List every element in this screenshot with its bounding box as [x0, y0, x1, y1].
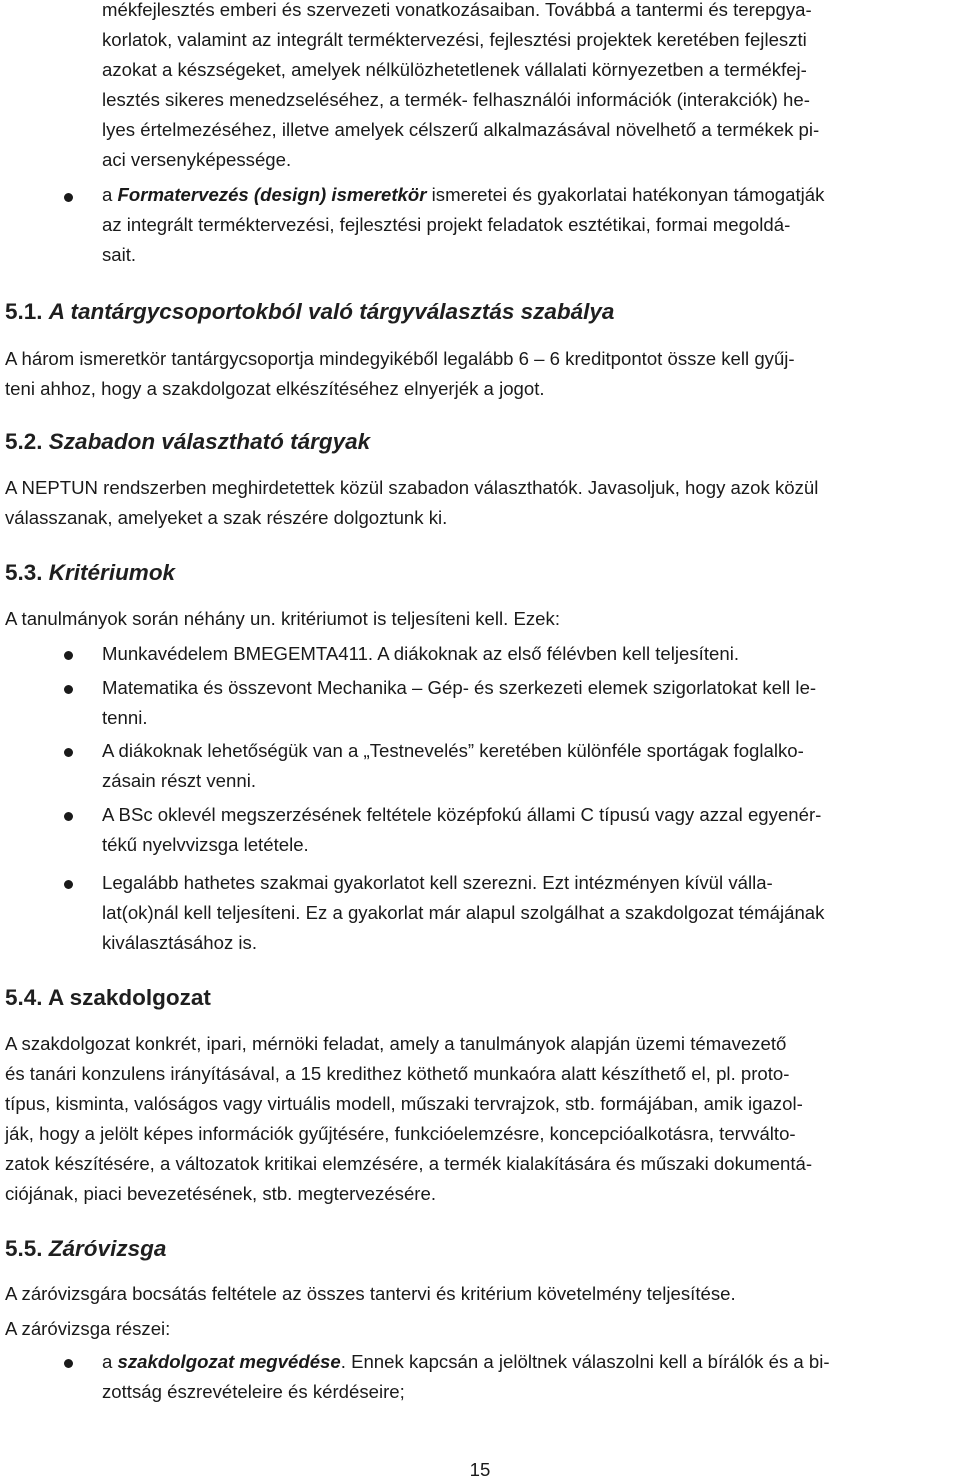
text-line: korlatok, valamint az integrált terméktervezési, fejlesztési projektek keretében fejleszti: [102, 29, 807, 50]
heading-title: Záróvizsga: [48, 1236, 167, 1261]
heading-title: A szakdolgozat: [47, 985, 211, 1010]
heading-title: Kritériumok: [48, 560, 176, 585]
bullet-icon: [64, 748, 73, 757]
text-line: A szakdolgozat konkrét, ipari, mérnöki feladat, amely a tanulmányok alapján üzemi témavezető: [5, 1033, 787, 1054]
bullet-icon: [64, 193, 73, 202]
heading-title: Szabadon választható tárgyak: [48, 429, 371, 454]
list-item-cont: lat(ok)nál kell teljesíteni. Ez a gyakorlat már alapul szolgálhat a szakdolgozat témájának: [102, 902, 825, 923]
text-line: és tanári konzulens irányításával, a 15 kredithez köthető munkaóra alatt készíthető el, pl. proto-: [5, 1063, 790, 1084]
text-line: A záróvizsga részei:: [5, 1318, 171, 1339]
list-item: A diákoknak lehetőségük van a „Testnevelés” keretében különféle sportágak foglalko-: [102, 740, 804, 761]
text-line: A három ismeretkör tantárgycsoportja mindegyikéből legalább 6 – 6 kreditpontot össze kell gyűj-: [5, 348, 795, 369]
bullet-prefix: a: [102, 184, 118, 205]
heading-title: A tantárgycsoportokból való tárgyválasztás szabálya: [48, 299, 615, 324]
text-line: A NEPTUN rendszerben meghirdetettek közül szabadon választhatók. Javasoljuk, hogy azok közül: [5, 477, 819, 498]
list-item-cont: zottság észrevételeire és kérdéseire;: [102, 1381, 405, 1402]
heading-5-4: [5, 983, 211, 1013]
list-item: [102, 1347, 958, 1377]
bullet-icon: [64, 880, 73, 889]
heading-number: 5.5.: [5, 1236, 43, 1261]
list-item-cont: tékű nyelvvizsga letétele.: [102, 834, 309, 855]
bullet-emphasis: szakdolgozat megvédése: [117, 1351, 341, 1372]
text-line: aci versenyképessége.: [102, 149, 292, 170]
text-line: mékfejlesztés emberi és szervezeti vonatkozásaiban. Továbbá a tantermi és terepgya-: [102, 0, 812, 20]
bullet-prefix: a: [102, 1351, 118, 1372]
heading-number: 5.3.: [5, 560, 43, 585]
text-line: zatok készítésére, a változatok kritikai elemzésére, a termék kialakítására és műszaki dokumentá-: [5, 1153, 813, 1174]
list-item-cont: tenni.: [102, 707, 148, 728]
heading-5-2: [5, 427, 370, 457]
text-line: lyes értelmezéséhez, illetve amelyek célszerű alkalmazásával növelhető a termékek pi-: [102, 119, 820, 140]
bullet-emphasis: Formatervezés (design) ismeretkör: [117, 184, 427, 205]
text-line: ciójának, piaci bevezetésének, stb. megtervezésére.: [5, 1183, 436, 1204]
heading-number: 5.4.: [5, 985, 43, 1010]
list-item: Matematika és összevont Mechanika – Gép- és szerkezeti elemek szigorlatokat kell le-: [102, 677, 817, 698]
heading-number: 5.1.: [5, 299, 43, 324]
bullet-rest: . Ennek kapcsán a jelöltnek válaszolni kell a bírálók és a bi-: [340, 1351, 830, 1372]
bullet-icon: [64, 812, 73, 821]
text-line: válasszanak, amelyeket a szak részére dolgoztunk ki.: [5, 507, 448, 528]
text-line: A tanulmányok során néhány un. kritériumot is teljesíteni kell. Ezek:: [5, 608, 560, 629]
bullet-icon: [64, 651, 73, 660]
text-line: sait.: [102, 244, 137, 265]
text-line: ják, hogy a jelölt képes információk gyűjtésére, funkcióelemzésre, koncepcióalkotásra, tervválto-: [5, 1123, 796, 1144]
text-line: teni ahhoz, hogy a szakdolgozat elkészítéséhez elnyerjék a jogot.: [5, 378, 545, 399]
list-item-cont: kiválasztásához is.: [102, 932, 258, 953]
bullet-icon: [64, 685, 73, 694]
text-line: A záróvizsgára bocsátás feltétele az összes tantervi és kritérium követelmény teljesítése.: [5, 1283, 736, 1304]
list-item: Legalább hathetes szakmai gyakorlatot kell szerezni. Ezt intézményen kívül válla-: [102, 872, 773, 893]
page-number: 15: [469, 1459, 491, 1480]
text-line: az integrált terméktervezési, fejlesztési projekt feladatok esztétikai, formai megoldá-: [102, 214, 791, 235]
bullet-rest: ismeretei és gyakorlatai hatékonyan támogatják: [426, 184, 825, 205]
heading-5-5: [5, 1234, 166, 1264]
list-item: A BSc oklevél megszerzésének feltétele középfokú állami C típusú vagy azzal egyenér-: [102, 804, 822, 825]
list-item: Munkavédelem BMEGEMTA411. A diákoknak az első félévben kell teljesíteni.: [102, 643, 739, 664]
heading-5-3: [5, 558, 175, 588]
text-line: [102, 180, 958, 210]
text-line: azokat a készségeket, amelyek nélkülözhetetlenek vállalati környezetben a termékfej-: [102, 59, 807, 80]
heading-number: 5.2.: [5, 429, 43, 454]
list-item-cont: zásain részt venni.: [102, 770, 256, 791]
text-line: típus, kisminta, valóságos vagy virtuális modell, műszaki tervrajzok, stb. formájában, amik igazol-: [5, 1093, 803, 1114]
bullet-icon: [64, 1359, 73, 1368]
heading-5-1: [5, 297, 614, 327]
text-line: lesztés sikeres menedzseléséhez, a termék- felhasználói információk (interakciók) he-: [102, 89, 810, 110]
